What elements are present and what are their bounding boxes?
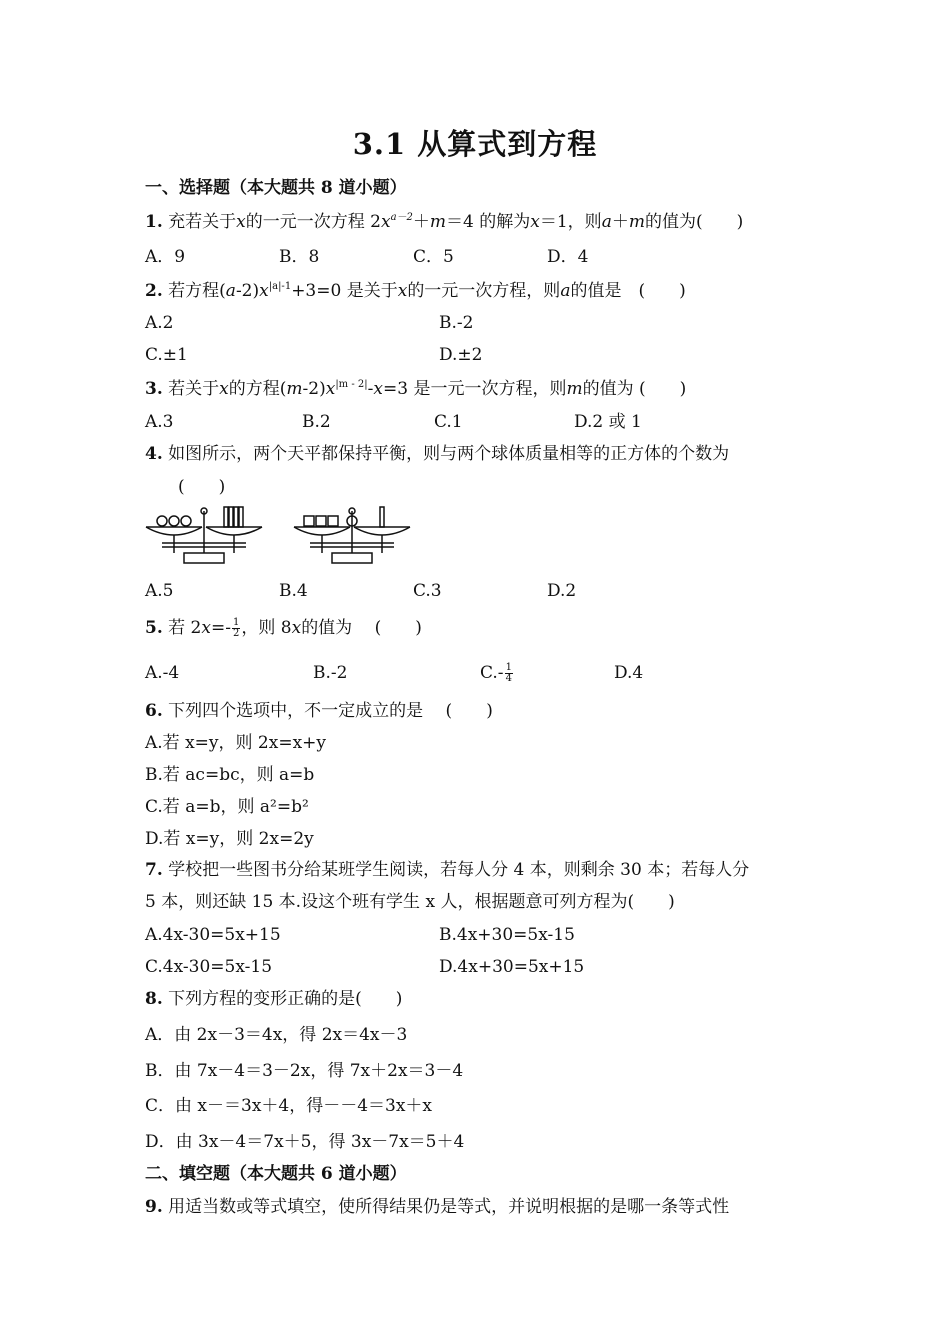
var: m (286, 379, 303, 399)
q3-text: 的值为 ( ) (582, 379, 687, 399)
q8-option-d: D．由 3x－4＝7x＋5，得 3x－7x＝5＋4 (145, 1132, 465, 1152)
q5-option-a: A.-4 (145, 663, 180, 683)
q3-option-d: D.2 或 1 (574, 412, 642, 432)
q1-option-d: D．4 (547, 247, 589, 267)
section-heading-fill: 二、填空题（本大题共 6 道小题） (145, 1164, 407, 1184)
fraction (505, 663, 513, 684)
question-number: 7. (145, 860, 163, 880)
q6-option-b: B.若 ac=bc，则 a=b (145, 765, 315, 785)
q1-text: 的一元一次方程 2 (245, 212, 381, 232)
exponent: |m - 2| (335, 379, 368, 390)
q7-text: 学校把一些图书分给某班学生阅读，若每人分 4 本，则剩余 30 本；若每人分 (168, 860, 750, 880)
question-4 (145, 443, 729, 465)
q8-text: 下列方程的变形正确的是( ) (168, 989, 403, 1009)
question-8 (145, 988, 402, 1010)
q3-text: =3 是一元一次方程，则 (382, 379, 567, 399)
var: x (259, 281, 269, 301)
var: x (530, 212, 540, 232)
question-1 (145, 211, 743, 233)
question-7-line-2: 5 本，则还缺 15 本.设这个班有学生 x 人，根据题意可列方程为( ) (145, 892, 675, 912)
q5-option-c (480, 662, 514, 684)
numerator: 1 (232, 617, 240, 628)
q3-text: 若关于 (168, 379, 220, 399)
question-3 (145, 378, 686, 400)
q3-option-a: A.3 (145, 412, 174, 432)
q1-option-b: B．8 (279, 247, 320, 267)
q2-text: 若方程( (168, 281, 226, 301)
q2-option-d: D.±2 (439, 345, 483, 365)
question-7 (145, 859, 749, 881)
var: x (380, 212, 391, 232)
q5-text: ，则 8 (241, 618, 292, 638)
q5-option-b: B.-2 (313, 663, 348, 683)
numerator: 1 (505, 662, 512, 673)
balance-scale-1-icon (144, 503, 264, 565)
question-number: 1. (145, 212, 163, 232)
q4-option-a: A.5 (145, 581, 174, 601)
fraction (232, 618, 240, 639)
q1-option-c: C．5 (413, 247, 454, 267)
q2-text: 的一元一次方程，则 (407, 281, 561, 301)
q4-option-d: D.2 (547, 581, 577, 601)
question-number: 5. (145, 618, 163, 638)
question-number: 3. (145, 379, 163, 399)
q8-option-c: C．由 x－＝3x＋4，得－－4＝3x＋x (145, 1096, 433, 1116)
q2-text: 的值是 ( ) (570, 281, 686, 301)
var: a (225, 281, 236, 301)
q2-text: -2) (235, 281, 260, 301)
q6-option-c: C.若 a=b，则 a²=b² (145, 797, 309, 817)
q4-option-c: C.3 (413, 581, 442, 601)
question-number: 9. (145, 1197, 163, 1217)
q7-option-d: D.4x+30=5x+15 (439, 957, 585, 977)
question-6 (145, 700, 493, 722)
q1-text: ＋ (412, 212, 430, 232)
question-2 (145, 280, 686, 302)
denominator: 2 (232, 628, 240, 639)
q2-option-b: B.-2 (439, 313, 474, 333)
var: x (325, 379, 336, 399)
question-number: 6. (145, 701, 163, 721)
question-number: 8. (145, 989, 163, 1009)
q5-text: 的值为 ( ) (301, 618, 422, 638)
balance-scale-2-icon (292, 503, 412, 565)
q5-text: =- (210, 618, 231, 638)
q1-text: ＝1，则 (539, 212, 602, 232)
var: a (560, 281, 571, 301)
q1-text: 的值为( ) (644, 212, 744, 232)
q3-text: 的方程( (228, 379, 287, 399)
question-9 (145, 1196, 729, 1218)
question-5 (145, 617, 422, 639)
q1-text: ＋ (611, 212, 629, 232)
q1-text: ＝4 的解为 (446, 212, 531, 232)
var: m (628, 212, 645, 232)
q4-option-b: B.4 (279, 581, 308, 601)
q4-text: 如图所示，两个天平都保持平衡，则与两个球体质量相等的正方体的个数为 (168, 444, 730, 464)
q9-text: 用适当数或等式填空，使所得结果仍是等式，并说明根据的是哪一条等式性 (168, 1197, 730, 1217)
q5-option-d: D.4 (614, 663, 644, 683)
q6-option-a: A.若 x=y，则 2x=x+y (145, 733, 327, 753)
q3-text: -2) (302, 379, 326, 399)
var: x (201, 618, 211, 638)
var: x (373, 379, 383, 399)
option-label: C.- (480, 663, 504, 683)
q5-text: 若 2 (168, 618, 202, 638)
q2-text: +3=0 是关于 (291, 281, 398, 301)
q7-option-a: A.4x-30=5x+15 (145, 925, 281, 945)
q3-text: - (367, 379, 374, 399)
var: x (397, 281, 408, 301)
q8-option-a: A．由 2x－3＝4x，得 2x＝4x－3 (145, 1025, 408, 1045)
q3-option-c: C.1 (434, 412, 463, 432)
q6-option-d: D.若 x=y，则 2x=2y (145, 829, 314, 849)
q2-option-a: A.2 (145, 313, 174, 333)
var: x (291, 618, 302, 638)
q1-option-a: A．9 (145, 247, 186, 267)
q1-text: 充若关于 (168, 212, 237, 232)
question-number: 4. (145, 444, 163, 464)
q2-option-c: C.±1 (145, 345, 188, 365)
q6-text: 下列四个选项中，不一定成立的是 ( ) (168, 701, 493, 721)
q8-option-b: B．由 7x－4＝3－2x，得 7x＋2x＝3－4 (145, 1061, 464, 1081)
var: x (236, 212, 246, 232)
exponent: |a|-1 (268, 281, 292, 292)
denominator: 4 (505, 673, 512, 684)
q7-option-c: C.4x-30=5x-15 (145, 957, 273, 977)
var: a (601, 212, 612, 232)
exponent: a－2 (390, 212, 413, 223)
var: m (566, 379, 583, 399)
q4-answer-paren: ( ) (178, 477, 226, 497)
var: m (429, 212, 447, 232)
question-number: 2. (145, 281, 163, 301)
var: x (219, 379, 229, 399)
page-title: 3.1 从算式到方程 (352, 127, 598, 161)
section-heading-choice: 一、选择题（本大题共 8 道小题） (145, 178, 407, 198)
q3-option-b: B.2 (302, 412, 331, 432)
q7-option-b: B.4x+30=5x-15 (439, 925, 575, 945)
